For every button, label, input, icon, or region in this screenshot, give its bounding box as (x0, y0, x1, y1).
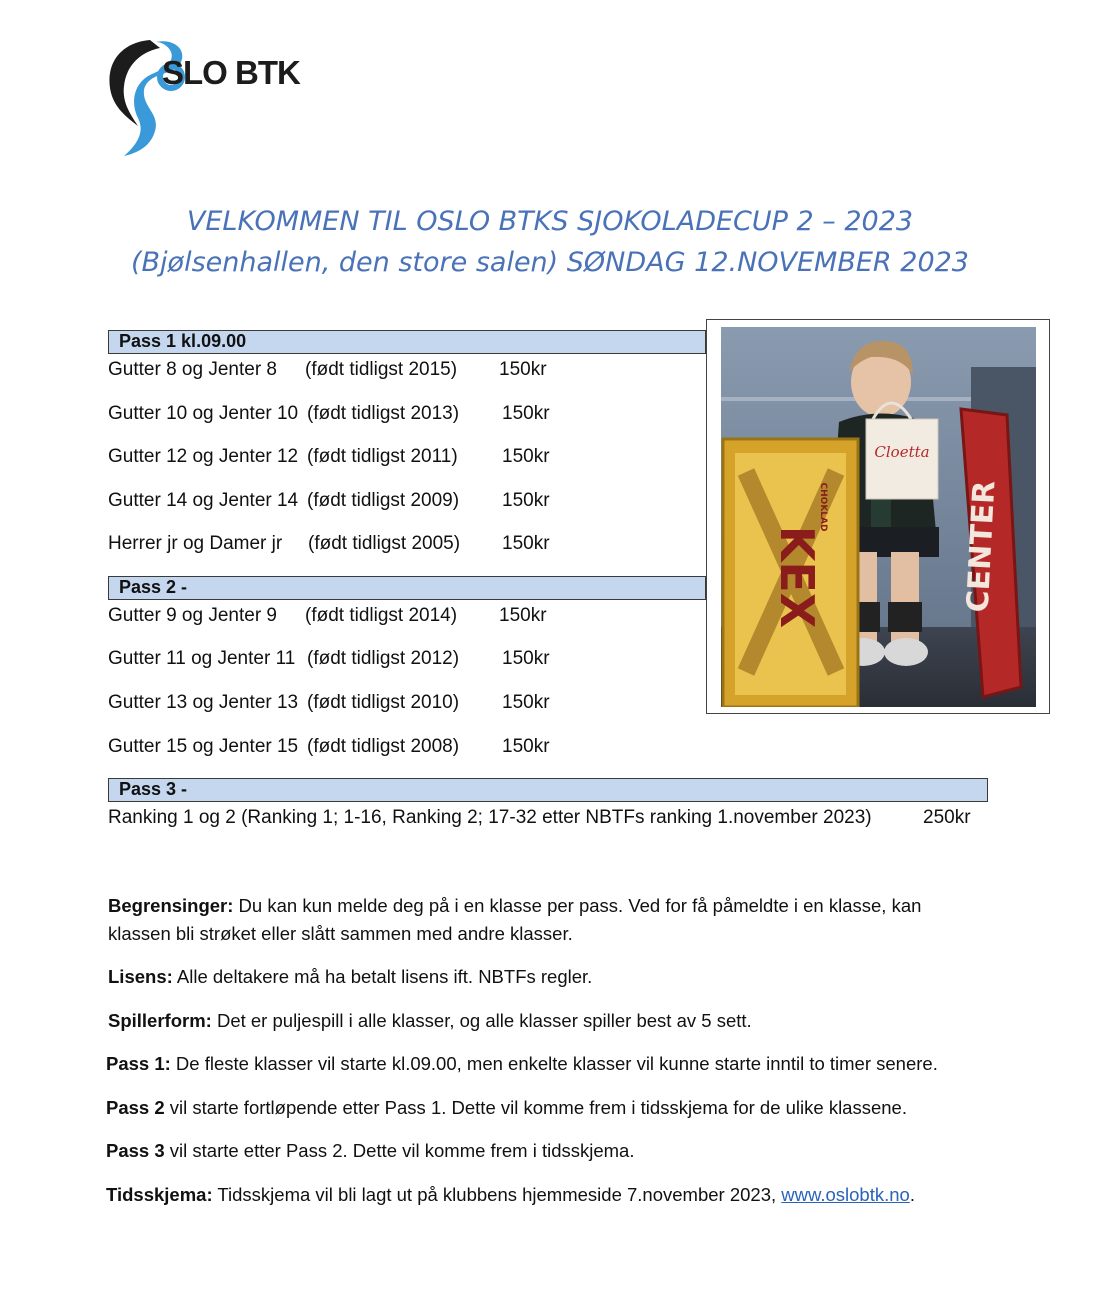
title-line-2: (Bjølsenhallen, den store salen) SØNDAG 12.NOVEMBER 2023 (131, 247, 969, 278)
lisens-paragraph: Lisens: Alle deltakere må ha betalt lisens ift. NBTFs regler. (108, 966, 593, 987)
pass2-label: Pass 2 (106, 1097, 165, 1118)
fodt: (født tidligst 2011) (307, 446, 458, 467)
pass3-paragraph: Pass 3 vil starte etter Pass 2. Dette vil komme frem i tidsskjema. (106, 1140, 635, 1161)
bag-text: Cloetta (874, 443, 930, 461)
spillerform-label: Spillerform: (108, 1010, 212, 1031)
klasse: Gutter 11 og Jenter 11 (108, 648, 296, 669)
klasse: Gutter 9 og Jenter 9 (108, 605, 277, 626)
begrensninger-line-1: Begrensinger: Du kan kun melde deg på i en klasse per pass. Ved for få påmeldte i en klasse, kan (108, 895, 922, 916)
fodt: (født tidligst 2012) (307, 648, 460, 669)
box-right-text: CENTER (960, 479, 1003, 614)
klasse: Gutter 8 og Jenter 8 (108, 359, 277, 380)
fodt: (født tidligst 2009) (307, 490, 460, 511)
pris: 150kr (502, 648, 550, 669)
lisens-label: Lisens: (108, 966, 173, 987)
pris: 150kr (502, 403, 550, 424)
pass1-paragraph: Pass 1: De fleste klasser vil starte kl.09.00, men enkelte klasser vil kunne starte inntil to timer senere. (106, 1053, 938, 1074)
pris: 150kr (502, 490, 550, 511)
pass2-paragraph: Pass 2 vil starte fortløpende etter Pass 1. Dette vil komme frem i tidsskjema for de ulike klassene. (106, 1097, 907, 1118)
fodt: (født tidligst 2010) (307, 692, 460, 713)
pass3-header: Pass 3 - (108, 778, 988, 802)
pass2-header: Pass 2 - (108, 576, 706, 600)
klasse: Gutter 10 og Jenter 10 (108, 403, 299, 424)
logo-text: SLO BTK (162, 54, 300, 91)
pris: 150kr (502, 736, 550, 757)
klasse: Ranking 1 og 2 (Ranking 1; 1-16, Ranking 2; 17-32 etter NBTFs ranking 1.november 2023) (108, 807, 872, 828)
spillerform-paragraph: Spillerform: Det er puljespill i alle klasser, og alle klasser spiller best av 5 sett. (108, 1010, 752, 1031)
fodt: (født tidligst 2014) (305, 605, 458, 626)
photo-child-with-chocolate (721, 327, 1036, 707)
fodt: (født tidligst 2015) (305, 359, 458, 380)
pass1-label: Pass 1: (106, 1053, 171, 1074)
klasse: Gutter 12 og Jenter 12 (108, 446, 299, 467)
website-link[interactable]: www.oslobtk.no (781, 1184, 910, 1205)
pris: 150kr (499, 359, 547, 380)
klasse: Herrer jr og Damer jr (108, 533, 283, 554)
pris: 150kr (499, 605, 547, 626)
pris: 150kr (502, 446, 550, 467)
tidsskjema-paragraph: Tidsskjema: Tidsskjema vil bli lagt ut på klubbens hjemmeside 7.november 2023, www.oslobtk.no. (106, 1184, 915, 1205)
pass1-header: Pass 1 kl.09.00 (108, 330, 706, 354)
klasse: Gutter 13 og Jenter 13 (108, 692, 299, 713)
box-left-sub: CHOKLAD (818, 482, 828, 532)
pris: 250kr (923, 807, 971, 828)
fodt: (født tidligst 2008) (307, 736, 460, 757)
klasse: Gutter 15 og Jenter 15 (108, 736, 299, 757)
box-left-text: KEX (770, 525, 824, 629)
klasse: Gutter 14 og Jenter 14 (108, 490, 299, 511)
oslo-btk-logo (104, 30, 344, 160)
begrensninger-label: Begrensinger: (108, 895, 234, 916)
pris: 150kr (502, 533, 550, 554)
pris: 150kr (502, 692, 550, 713)
title-line-1: VELKOMMEN TIL OSLO BTKS SJOKOLADECUP 2 – 2023 (186, 206, 914, 237)
begrensninger-line-2: klassen bli strøket eller slått sammen med andre klasser. (108, 923, 573, 944)
fodt: (født tidligst 2005) (308, 533, 461, 554)
tidsskjema-label: Tidsskjema: (106, 1184, 213, 1205)
fodt: (født tidligst 2013) (307, 403, 460, 424)
pass3-label: Pass 3 (106, 1140, 165, 1161)
